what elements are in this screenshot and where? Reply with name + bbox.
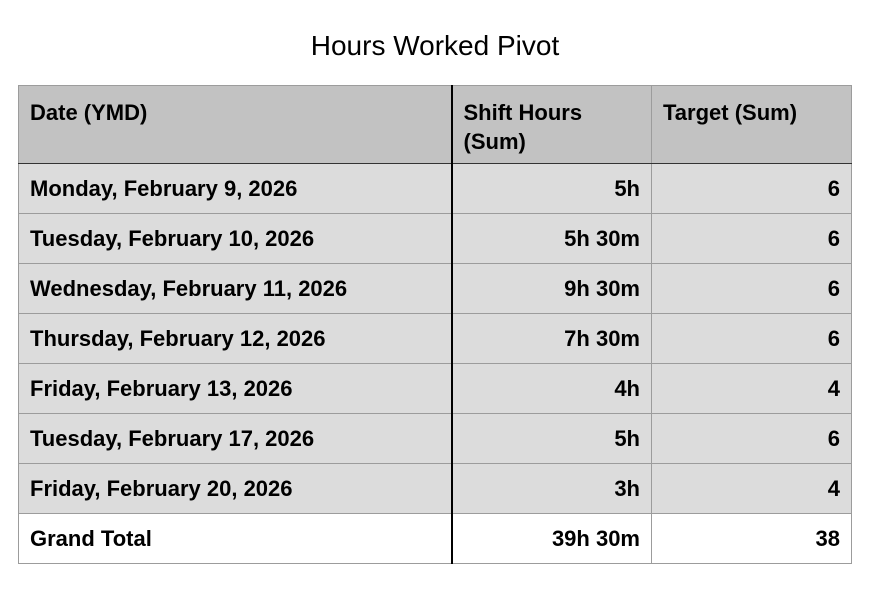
target-cell[interactable]: 4 <box>652 364 852 414</box>
grand-total-shift-hours[interactable]: 39h 30m <box>452 514 652 564</box>
table-title: Hours Worked Pivot <box>310 30 560 61</box>
shift-hours-cell[interactable]: 7h 30m <box>452 314 652 364</box>
column-header-date[interactable]: Date (YMD) <box>19 86 452 164</box>
date-cell[interactable]: Tuesday, February 10, 2026 <box>19 214 452 264</box>
pivot-table <box>18 85 852 564</box>
grand-total-row[interactable] <box>19 514 852 564</box>
target-cell[interactable]: 6 <box>652 164 852 214</box>
target-cell[interactable]: 6 <box>652 214 852 264</box>
shift-hours-cell[interactable]: 9h 30m <box>452 264 652 314</box>
target-cell[interactable]: 6 <box>652 414 852 464</box>
date-cell[interactable]: Monday, February 9, 2026 <box>19 164 452 214</box>
table-row[interactable] <box>19 314 852 364</box>
shift-hours-cell[interactable]: 3h <box>452 464 652 514</box>
table-row[interactable] <box>19 214 852 264</box>
date-cell[interactable]: Tuesday, February 17, 2026 <box>19 414 452 464</box>
date-cell[interactable]: Friday, February 13, 2026 <box>19 364 452 414</box>
target-cell[interactable]: 6 <box>652 264 852 314</box>
column-header-target[interactable]: Target (Sum) <box>652 86 852 164</box>
table-row[interactable] <box>19 464 852 514</box>
table-row[interactable] <box>19 414 852 464</box>
date-cell[interactable]: Friday, February 20, 2026 <box>19 464 452 514</box>
shift-hours-cell[interactable]: 4h <box>452 364 652 414</box>
target-cell[interactable]: 4 <box>652 464 852 514</box>
table-row[interactable] <box>19 264 852 314</box>
shift-hours-cell[interactable]: 5h 30m <box>452 214 652 264</box>
table-row[interactable] <box>19 164 852 214</box>
header-row <box>19 86 852 164</box>
date-cell[interactable]: Wednesday, February 11, 2026 <box>19 264 452 314</box>
shift-hours-cell[interactable]: 5h <box>452 164 652 214</box>
column-header-shift-hours[interactable]: Shift Hours (Sum) <box>452 86 652 164</box>
table-row[interactable] <box>19 364 852 414</box>
grand-total-label[interactable]: Grand Total <box>19 514 452 564</box>
shift-hours-cell[interactable]: 5h <box>452 414 652 464</box>
date-cell[interactable]: Thursday, February 12, 2026 <box>19 314 452 364</box>
target-cell[interactable]: 6 <box>652 314 852 364</box>
grand-total-target[interactable]: 38 <box>652 514 852 564</box>
